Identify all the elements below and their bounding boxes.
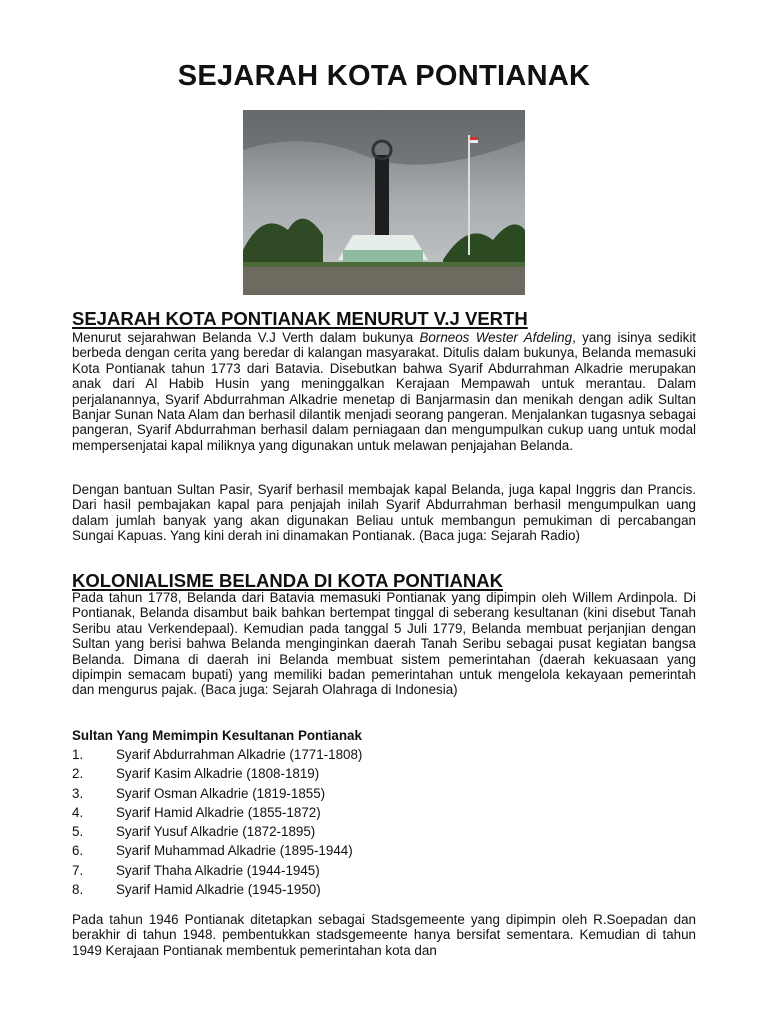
- sultan-name: Syarif Yusuf Alkadrie (1872-1895): [116, 824, 316, 840]
- sultan-list-item: [72, 803, 362, 822]
- list-number: 7.: [72, 862, 84, 878]
- sultan-list-item: [72, 822, 362, 841]
- paragraph-stadsgemeente: Pada tahun 1946 Pontianak ditetapkan sebagai Stadsgemeente yang dipimpin oleh R.Soepadan dan berakhir di tahun 1948. pembentukkan stadsgemeente hanya bersifat sementara. Kemudian di tahun 1949 Kerajaan Pontianak membentuk pemerintahan kota dan: [72, 912, 696, 958]
- list-number: 2.: [72, 766, 84, 782]
- list-number: 8.: [72, 882, 84, 898]
- document-title: SEJARAH KOTA PONTIANAK: [177, 60, 591, 92]
- paragraph-verth-1: [72, 330, 696, 453]
- sultan-list-item: [72, 784, 362, 803]
- sultan-name: Syarif Abdurrahman Alkadrie (1771-1808): [116, 747, 363, 762]
- sultan-list: [72, 745, 362, 899]
- text: , yang isinya sedikit berbeda dengan cerita yang beredar di kalangan masyarakat. Ditulis dalam bukunya, Belanda memasuki Kota Pontianak tahun 1773 dari Batavia. Disebutkan bahwa Syarif Abdurrahman Alkadrie merupakan anak dari Al Habib Husin yang meninggalkan Kerajaan Mempawah untuk merantau. Dalam perjalanannya, Syarif Abdurrahman Alkadrie menetap di Banjarmasin dan menikah dengan adik Sultan Banjar Sunan Nata Alam dan berhasil dilantik menjadi seorang pangeran. Menjalankan tugasnya sebagai pangeran, Syarif Abdurrahman berhasil dalam perniagaan dan mengumpulkan cukup uang untuk modal mempersenjatai kapal miliknya yang digunakan untuk melawan penjajahan Belanda.: [72, 330, 697, 453]
- sultan-list-heading: Sultan Yang Memimpin Kesultanan Pontianak: [72, 728, 362, 743]
- sultan-list-item: [72, 880, 362, 899]
- sultan-name: Syarif Hamid Alkadrie (1945-1950): [116, 882, 321, 898]
- list-number: 3.: [72, 785, 84, 801]
- list-number: 4.: [72, 804, 84, 820]
- list-number: 6.: [72, 843, 84, 859]
- list-number: 5.: [72, 824, 84, 840]
- sultan-list-item: [72, 841, 362, 860]
- book-title: Borneos Wester Afdeling: [419, 330, 573, 345]
- sultan-list-item: [72, 745, 362, 764]
- sultan-name: Syarif Muhammad Alkadrie (1895-1944): [116, 843, 353, 859]
- sultan-name: Syarif Thaha Alkadrie (1944-1945): [116, 862, 320, 878]
- sultan-list-item: [72, 861, 362, 880]
- section-heading-verth: SEJARAH KOTA PONTIANAK MENURUT V.J VERTH: [72, 308, 528, 329]
- paragraph-verth-2: Dengan bantuan Sultan Pasir, Syarif berhasil membajak kapal Belanda, juga kapal Inggris dan Prancis. Dari hasil pembajakan kapal para penjajah inilah Syarif Abdurrahman berhasil mengumpulkan uang dalam jumlah banyak yang akan digunakan Beliau untuk membangun pemukiman di percabangan Sungai Kapuas. Yang kini derah ini dinamakan Pontianak. (Baca juga: Sejarah Radio): [72, 482, 696, 544]
- text: Menurut sejarahwan Belanda V.J Verth dalam bukunya: [72, 330, 420, 345]
- sultan-list-item: [72, 764, 362, 783]
- sultan-name: Syarif Hamid Alkadrie (1855-1872): [116, 804, 321, 820]
- sultan-name: Syarif Kasim Alkadrie (1808-1819): [116, 766, 320, 782]
- paragraph-kolonialisme: Pada tahun 1778, Belanda dari Batavia memasuki Pontianak yang dipimpin oleh Willem Ardinpola. Di Pontianak, Belanda disambut baik bahkan bertempat tinggal di seberang kesultanan (kini disebut Tanah Seribu atau Verkendepaal). Kemudian pada tanggal 5 Juli 1779, Belanda membuat perjanjian dengan Sultan yang berisi bahwa Belanda menginginkan daerah Tanah Seribu sebagai pusat kegiatan bangsa Belanda. Dimana di daerah ini Belanda membuat sistem pemerintahan (daerah kekuasaan yang dipimpin semacam bupati) yang memiliki badan pemerintahan untuk mengelola kekayaan pemerintah dan mengurus pajak. (Baca juga: Sejarah Olahraga di Indonesia): [72, 590, 696, 698]
- sultan-name: Syarif Osman Alkadrie (1819-1855): [116, 785, 326, 801]
- list-number: 1.: [72, 747, 84, 762]
- monument-photo: [243, 110, 525, 295]
- section-heading-kolonialisme: KOLONIALISME BELANDA DI KOTA PONTIANAK: [72, 570, 503, 591]
